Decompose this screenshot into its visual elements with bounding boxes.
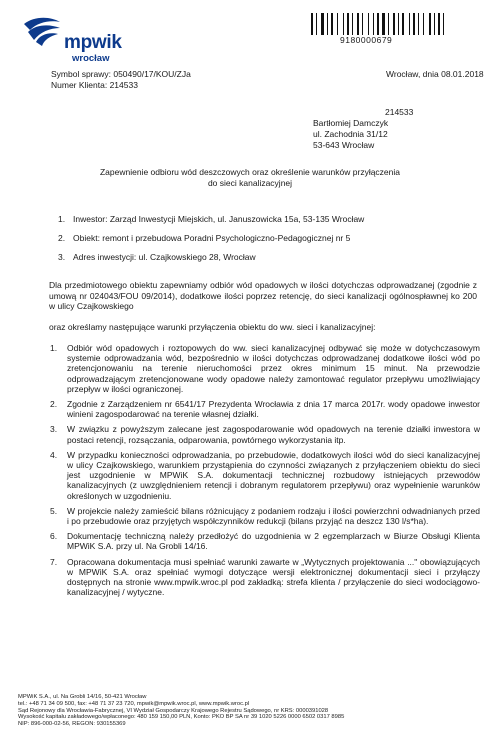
case-symbol: Symbol sprawy: 050490/17/KOU/ZJa	[51, 69, 191, 79]
list-item: 4. W przypadku konieczności odprowadzania, po przebudowie, dodatkowych ilości wód do sieci kanalizacyjnej w ulicy Czajkowskiego, warunkiem przystąpienia do czynności związanych z przyłączeniem obiektu do sieci jest uzgodnienie w MPWiK S.A. dokumentacji technicznej rozbudowy istniejących przewodów kanalizacyjnych (z uwzględnieniem retencji i dobranym regulatorem przepływu) oraz wypełnienie warunków określonych w uzgodnieniu.	[50, 449, 480, 501]
intro-paragraph: Dla przedmiotowego obiektu zapewniamy odbiór wód opadowych w ilości dotychczas odprowadzanej (zgodnie z umową nr 024043/FOU 09/2014), dodatkowe ilości poprzez retencję, do sieci kanalizacji ogólnospławnej ko 200 w ulicy Czajkowskiego	[49, 280, 477, 311]
mpwik-logo	[20, 14, 170, 62]
barcode	[311, 13, 471, 35]
addressee-name: Bartłomiej Damczyk	[313, 118, 389, 128]
water-drop-icon	[20, 14, 64, 50]
brand-city: wrocław	[72, 53, 110, 64]
list-item: 6. Dokumentację techniczną należy przedłożyć do uzgodnienia w 2 egzemplarzach w Biurze Obsługi Klienta MPWiK S.A. przy ul. Na Grobli 14/16.	[50, 531, 480, 552]
footer-address: MPWiK S.A., ul. Na Grobli 14/16, 50-421 Wrocław	[18, 694, 147, 700]
addressee-number: 214533	[385, 107, 414, 117]
list-item: 2. Zgodnie z Zarządzeniem nr 6541/17 Prezydenta Wrocławia z dnia 17 marca 2017r. wody opadowe inwestor winieni zagospodarować na terenie własnej działki.	[50, 399, 480, 420]
letter-date: Wrocław, dnia 08.01.2018	[386, 69, 484, 79]
conditions-list	[50, 343, 480, 602]
list-item: 2. Obiekt: remont i przebudowa Poradni Psychologiczno-Pedagogicznej nr 5	[58, 233, 351, 243]
subject-line-2: do sieci kanalizacyjnej	[207, 178, 293, 188]
letter-footer	[18, 694, 344, 728]
investment-details-list	[58, 214, 364, 271]
footer-capital: Wysokość kapitału zakładowego/wpłaconego: 480 159 150,00 PLN, Konto: PKO BP SA nr 39 1020 5226 0000 6502 0317 8985	[18, 714, 345, 721]
list-item: 1. Inwestor: Zarząd Inwestycji Miejskich, ul. Januszowicka 15a, 53-135 Wrocław	[58, 214, 365, 224]
list-item: 7. Opracowana dokumentacja musi spełniać warunki zawarte w „Wytycznych projektowania ..." obowiązujących w MPWiK S.A. oraz spełniać wymogi dotyczące wersji elektronicznej dokumentacji sieci i przyłączy dostępnych na stronie www.mpwik.wroc.pl pod zakładką: strefa klienta / przyłączenie do sieci wodociągowo-kanalizacyjnej / wytyczne.	[50, 556, 480, 598]
client-number: Numer Klienta: 214533	[51, 79, 138, 90]
barcode-number: 9180000679	[340, 35, 393, 45]
footer-contact: tel.: +48 71 34 09 500, fax: +48 71 37 23 720, mpwik@mpwik.wroc.pl, www.mpwik.wroc.pl	[18, 700, 250, 707]
conditions-intro: oraz określamy następujące warunki przyłączenia obiektu do ww. sieci i kanalizacyjnej:	[49, 322, 376, 332]
footer-court: Sąd Rejonowy dla Wrocławia-Fabrycznej, VI Wydział Gospodarczy Krajowego Rejestru Sądowego, nr KRS: 0000391028	[18, 707, 329, 714]
list-item: 3. Adres inwestycji: ul. Czajkowskiego 28, Wrocław	[58, 252, 256, 262]
addressee-block	[313, 107, 413, 151]
list-item: 5. W projekcie należy zamieścić bilans różnicujący z podaniem rodzaju i ilości powierzchni odwadnianych przed i po przebudowie oraz przyjętych współczynników redukcji (bilans przyjąć na deszcz 130 l/s*ha).	[50, 505, 480, 527]
list-item: 1. Odbiór wód opadowych i roztopowych do ww. sieci kanalizacyjnej odbywać się może w dotychczasowym systemie odprowadzania wód, bezpośrednio w ilości dotychczas odprowadzanej dodatkowe ilości wód po zretencjonowaniu na terenie nieruchomości przez okres minimum 15 minut. Na przewodzie odprowadzającym zretencjonowane wody opadowe należy zamontować regulator przepływu umożliwiający przepływ w ilości ograniczonej.	[50, 343, 480, 394]
addressee-city: 53-643 Wrocław	[313, 140, 375, 150]
addressee-street: ul. Zachodnia 31/12	[313, 129, 388, 139]
footer-nip: NIP: 896-000-02-56, REGON: 930155369	[18, 721, 126, 728]
subject-line-1: Zapewnienie odbioru wód deszczowych oraz określenie warunków przyłączenia	[99, 167, 400, 177]
letter-subject	[50, 167, 450, 189]
list-item: 3. W związku z powyższym zalecane jest zagospodarowanie wód opadowych na terenie działki inwestora w postaci retencji, rozsączania, odparowania, powtórnego wykorzystania itp.	[50, 424, 480, 445]
brand-name: mpwik	[64, 32, 122, 53]
case-meta	[51, 69, 191, 90]
